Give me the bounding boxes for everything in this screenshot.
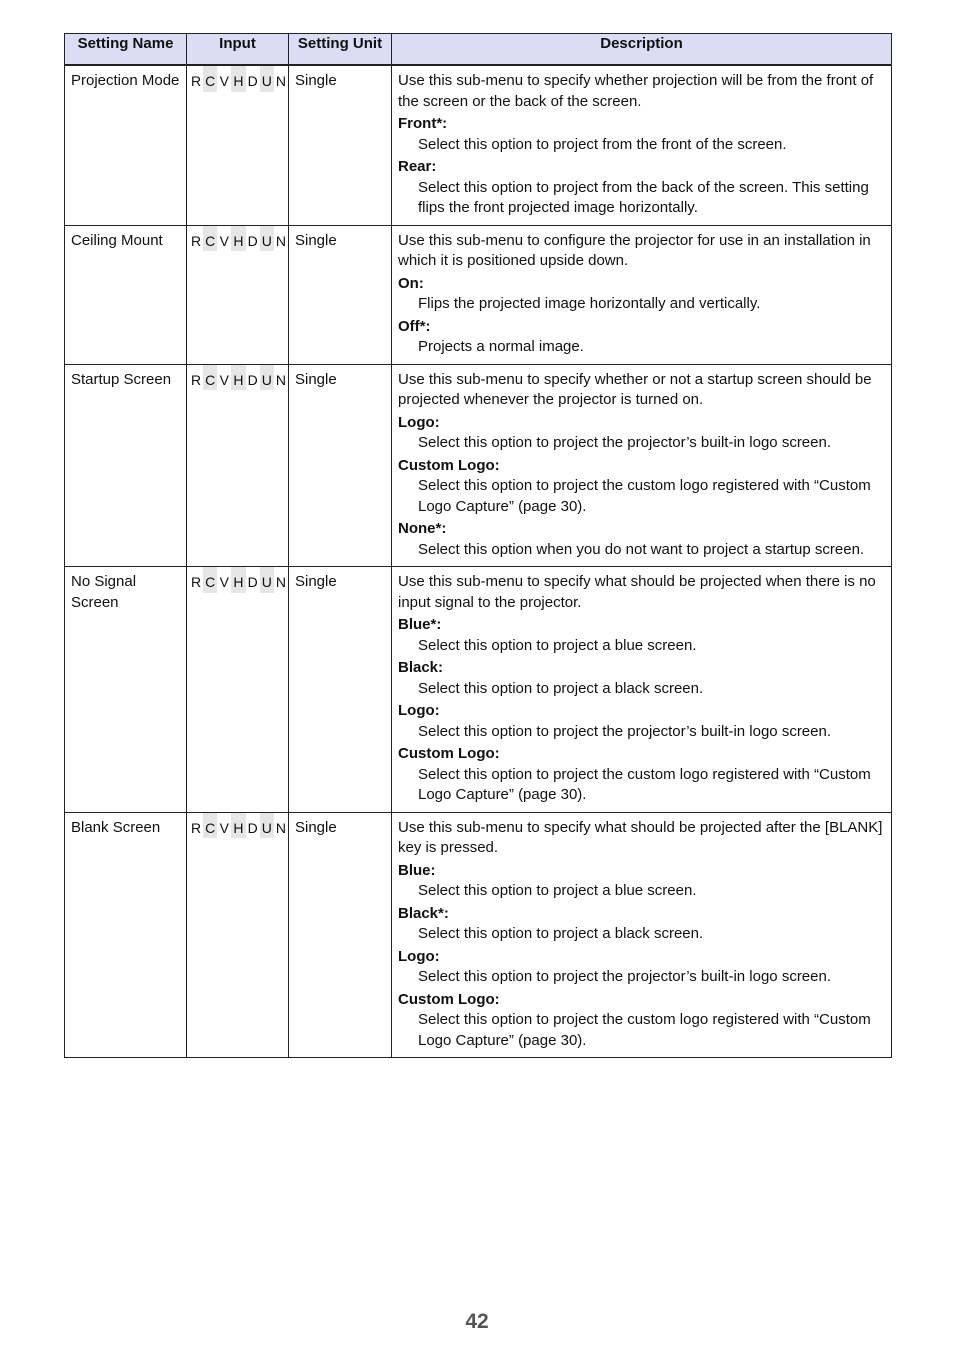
description-cell <box>392 225 892 364</box>
input-letter: C <box>203 365 217 391</box>
table-row <box>65 65 892 225</box>
option-description: Flips the projected image horizontally and vertically. <box>418 295 761 312</box>
setting-unit-cell: Single <box>289 812 392 1058</box>
option-label: Logo: <box>398 702 440 719</box>
description-cell <box>392 812 892 1058</box>
settings-table <box>64 33 892 1058</box>
input-cell <box>187 812 289 1058</box>
input-letter: H <box>231 66 245 92</box>
input-cell <box>187 567 289 813</box>
input-letter: V <box>219 819 230 836</box>
input-letter: U <box>260 567 274 593</box>
setting-name-cell: No Signal Screen <box>65 567 187 813</box>
header-row <box>65 34 892 66</box>
option-label: On: <box>398 274 424 292</box>
input-letter: U <box>260 813 274 839</box>
input-letters <box>187 813 288 839</box>
input-letter: C <box>203 66 217 92</box>
input-letter: D <box>247 371 258 388</box>
option-description: Select this option to project the custom logo registered with “Custom Logo Capture” (page 30). <box>418 765 871 803</box>
option-label: Rear: <box>398 158 437 175</box>
option-label: Front*: <box>398 115 448 132</box>
input-letters <box>187 226 288 252</box>
setting-name-cell: Startup Screen <box>65 364 187 567</box>
header-setting-unit: Setting Unit <box>289 34 392 66</box>
input-letters <box>187 567 288 593</box>
input-letter: H <box>231 365 245 391</box>
input-letters <box>187 365 288 391</box>
option-label: Blue*: <box>398 616 442 633</box>
option-label: Blue: <box>398 861 436 879</box>
description-cell <box>392 364 892 567</box>
description-intro: Use this sub-menu to specify what should be projected after the [BLANK] key is pressed. <box>398 818 883 856</box>
input-letter: V <box>219 371 230 388</box>
setting-name-cell: Blank Screen <box>65 812 187 1058</box>
table-row <box>65 225 892 364</box>
option-label: Logo: <box>398 947 440 965</box>
option-description: Select this option to project a blue screen. <box>418 882 697 899</box>
input-cell <box>187 364 289 567</box>
description-cell <box>392 65 892 225</box>
table-row <box>65 812 892 1058</box>
setting-name-cell: Projection Mode <box>65 65 187 225</box>
input-letter: C <box>203 567 217 593</box>
page-number: 42 <box>465 1310 489 1333</box>
input-letter: C <box>203 813 217 839</box>
option-label: None*: <box>398 520 447 537</box>
option-description: Select this option to project the projector’s built-in logo screen. <box>418 434 832 451</box>
input-letter: N <box>275 371 286 388</box>
input-letter: N <box>275 574 286 590</box>
table-row <box>65 364 892 567</box>
option-label: Off*: <box>398 317 431 335</box>
setting-unit-cell: Single <box>289 567 392 813</box>
input-letter: R <box>191 73 202 89</box>
option-label: Custom Logo: <box>398 990 500 1008</box>
header-input: Input <box>187 34 289 66</box>
option-description: Select this option to project from the back of the screen. This setting flips the front projected image horizontally. <box>418 178 869 216</box>
option-description: Select this option to project a black screen. <box>418 925 704 942</box>
input-letter: D <box>247 232 258 249</box>
option-description: Select this option to project from the front of the screen. <box>418 135 787 153</box>
setting-unit-cell: Single <box>289 65 392 225</box>
input-letter: R <box>191 371 202 388</box>
setting-name-cell: Ceiling Mount <box>65 225 187 364</box>
input-cell <box>187 225 289 364</box>
input-letter: R <box>191 232 202 249</box>
option-description: Select this option to project a black screen. <box>418 679 704 697</box>
input-letter: D <box>247 73 258 89</box>
option-label: Custom Logo: <box>398 745 500 762</box>
input-letter: N <box>275 819 286 836</box>
table-row <box>65 567 892 813</box>
input-letter: H <box>231 813 245 839</box>
input-letter: N <box>275 73 286 89</box>
header-description: Description <box>392 34 892 66</box>
option-label: Black*: <box>398 904 449 922</box>
description-intro: Use this sub-menu to specify whether projection will be from the front of the screen or the back of the screen. <box>398 72 874 110</box>
header-setting-name: Setting Name <box>65 34 187 66</box>
option-description: Select this option to project a blue screen. <box>418 636 697 654</box>
table-body <box>65 65 892 1058</box>
input-letter: D <box>247 819 258 836</box>
description-intro: Use this sub-menu to configure the projector for use in an installation in which it is positioned upside down. <box>398 231 871 269</box>
input-letter: H <box>231 567 245 593</box>
option-description: Select this option to project the projector’s built-in logo screen. <box>418 968 832 985</box>
description-cell <box>392 567 892 813</box>
input-letter: U <box>260 66 274 92</box>
input-letter: U <box>260 226 274 252</box>
input-letter: V <box>219 232 230 249</box>
setting-unit-cell: Single <box>289 225 392 364</box>
option-description: Select this option when you do not want to project a startup screen. <box>418 540 865 558</box>
description-intro: Use this sub-menu to specify whether or not a startup screen should be projected whenever the projector is turned on. <box>398 370 872 408</box>
option-label: Black: <box>398 659 444 676</box>
input-letter: H <box>231 226 245 252</box>
input-letter: U <box>260 365 274 391</box>
description-intro: Use this sub-menu to specify what should be projected when there is no input signal to the projector. <box>398 573 876 611</box>
input-letter: R <box>191 819 202 836</box>
option-description: Select this option to project the custom logo registered with “Custom Logo Capture” (page 30). <box>418 1011 871 1049</box>
option-label: Logo: <box>398 413 440 431</box>
input-letter: V <box>219 574 230 590</box>
input-letter: D <box>247 574 258 590</box>
input-letter: R <box>191 574 202 590</box>
setting-unit-cell: Single <box>289 364 392 567</box>
input-letters <box>187 66 288 92</box>
input-letter: C <box>203 226 217 252</box>
option-description: Projects a normal image. <box>418 338 584 355</box>
option-label: Custom Logo: <box>398 456 500 474</box>
input-letter: V <box>219 73 230 89</box>
input-cell <box>187 65 289 225</box>
option-description: Select this option to project the projector’s built-in logo screen. <box>418 722 832 740</box>
option-description: Select this option to project the custom logo registered with “Custom Logo Capture” (page 30). <box>418 477 871 515</box>
input-letter: N <box>275 232 286 249</box>
